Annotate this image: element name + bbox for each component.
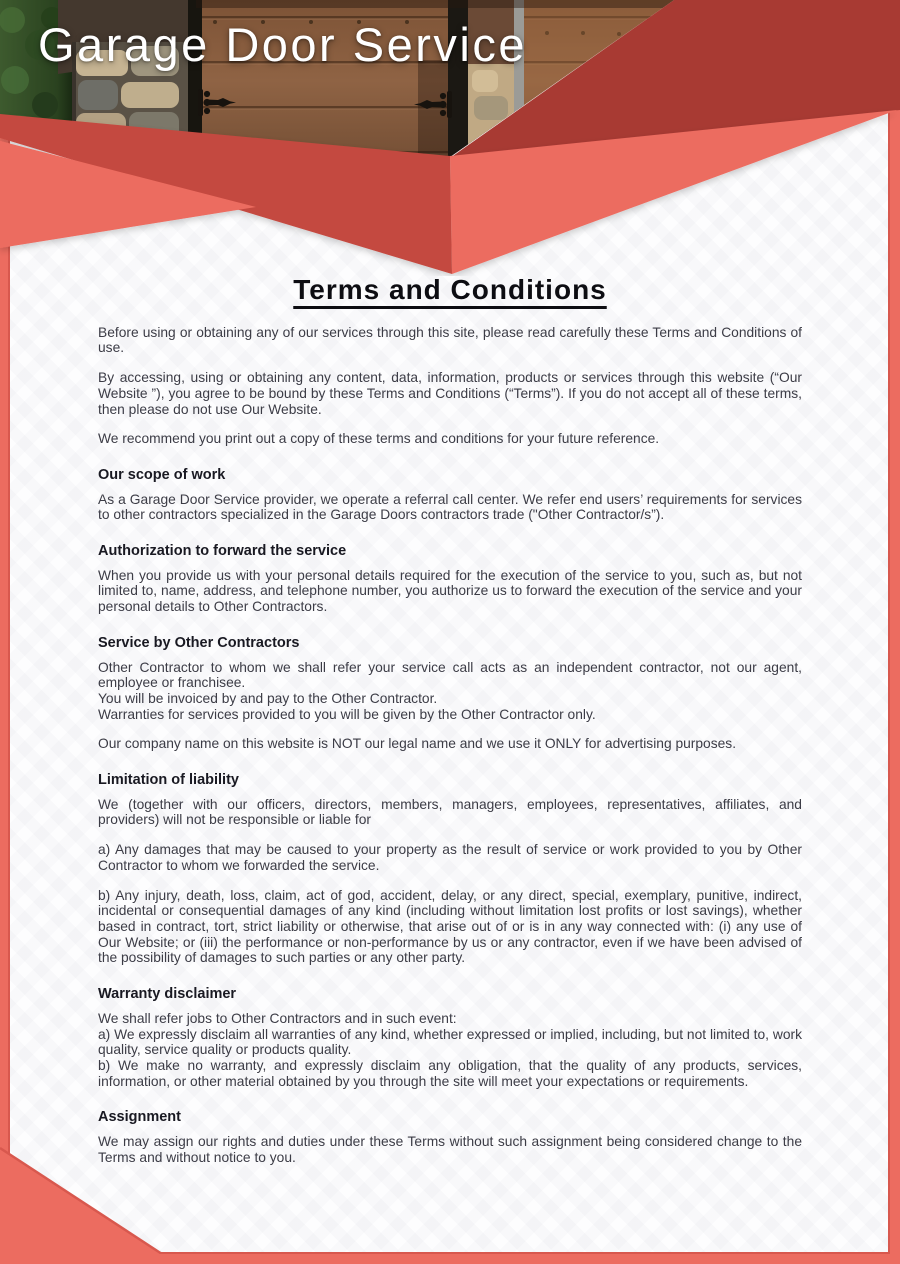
terms-document [98,274,802,1179]
section-heading: Warranty disclaimer [98,986,237,1003]
paragraph: Before using or obtaining any of our services through this site, please read carefully these Terms and Conditions of use. [98,324,802,356]
paragraph: By accessing, using or obtaining any content, data, information, products or services through this website (“Our Website ”), you agree to be bound by these Terms and Conditions (“Terms”). If you do not accept all of these terms, then please do not use Our Website. [98,370,802,417]
paragraph: a) Any damages that may be caused to your property as the result of service or work provided to you by Other Contractor to whom we forwarded the service. [98,842,802,873]
section-heading: Service by Other Contractors [98,634,300,651]
paragraph: b) Any injury, death, loss, claim, act of god, accident, delay, or any direct, special, exemplary, punitive, indirect, incidental or consequential damages of any kind (including without limitation lost profits or lost savings), whether based in contract, tort, strict liability or otherwise, that arise out of or is in any way connected with: (i) any use of Our Website; or (iii) the performance or non-performance by us or any contractor, even if we have been advised of the possibility of damages to such parties or any other party. [98,887,802,966]
paragraph: We may assign our rights and duties under these Terms without such assignment being considered change to the Terms and without notice to you. [98,1134,802,1165]
paragraph: We recommend you print out a copy of these terms and conditions for your future reference. [98,431,660,447]
top-beam-shadow [196,0,674,8]
section-heading: Our scope of work [98,466,226,483]
paragraph: Our company name on this website is NOT our legal name and we use it ONLY for advertising purposes. [98,736,737,752]
paragraph: Other Contractor to whom we shall refer your service call acts as an independent contractor, not our agent, employee or franchisee. You will be invoiced by and pay to the Other Contractor. Warranties for services provided to you will be given by the Other Contractor only. [98,659,802,722]
terms-content [98,325,802,1166]
paragraph: When you provide us with your personal details required for the execution of the service to you, such as, but not limited to, name, address, and telephone number, you authorize us to forward the execution of the service and your personal details to Other Contractors. [98,567,802,615]
paragraph: As a Garage Door Service provider, we operate a referral call center. We refer end users’ requirements for services to other contractors specialized in the Garage Doors contractors trade ("Other Contractor/s”). [98,491,802,523]
section-heading: Authorization to forward the service [98,543,347,560]
section-heading: Limitation of liability [98,772,239,789]
paragraph: We (together with our officers, directors, members, managers, employees, representatives, affiliates, and providers) will not be responsible or liable for [98,796,802,828]
brand-title: Garage Door Service [38,18,527,71]
paragraph: We shall refer jobs to Other Contractors and in such event: a) We expressly disclaim all warranties of any kind, whether expressed or implied, including, but not limited to, work quality, service quality or products quality. b) We make no warranty, and expressly disclaim any obligation, that the quality of any products, services, information, or other material obtained by you through the site will meet your expectations or requirements. [98,1010,802,1089]
recess-stone-2 [474,96,508,120]
bottom-bar [0,1254,900,1264]
page-title: Terms and Conditions [293,274,607,305]
section-heading: Assignment [98,1109,181,1126]
